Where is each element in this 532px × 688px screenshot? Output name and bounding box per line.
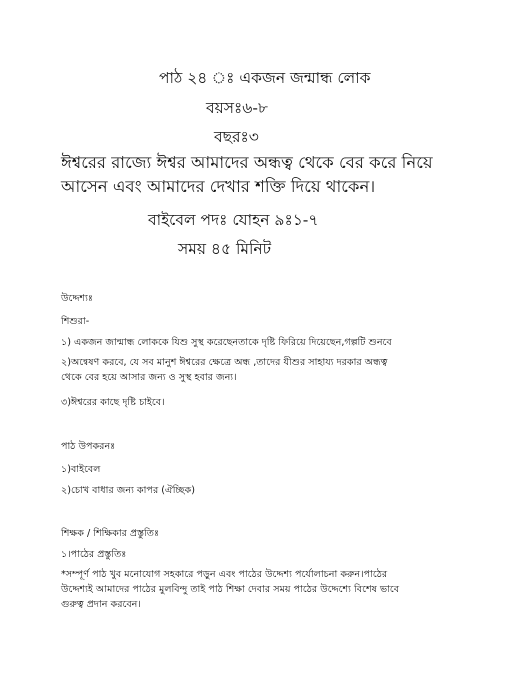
objective-3: ৩)ঈশ্বরের কাছে দৃষ্টি চাইবে। xyxy=(61,397,165,408)
objectives-subheading: শিশুরা- xyxy=(61,316,90,327)
objective-2-line-1: ২)অন্বেষণ করবে, যে সব মানুশ ঈশ্বরের ক্ষেত্রে অন্ধ ,তাদের যীশুর সাহায্য দরকার অন্ধত্ব xyxy=(61,357,388,368)
age-range: বয়সঃ৬-৮ xyxy=(206,99,268,117)
material-2: ২)চোখ বাধার জন্য কাপর (ঐচ্ছিক) xyxy=(61,485,195,496)
lesson-duration: সময় ৪৫ মিনিট xyxy=(178,240,272,258)
objective-2 xyxy=(61,355,387,385)
preparation-note-line-1: *সম্পূর্ণ পাঠ খুব মনোযোগ সহকারে পড়ুন এবং পাঠের উদ্দেশ্য পর্যোলাচনা করুন।পাঠের xyxy=(61,569,388,580)
preparation-note-line-3: গুরুত্ব প্রদান করবেন। xyxy=(61,599,141,610)
objective-1: ১) একজন জান্মান্ধ লোককে যিশু সুস্থ করেছেনতাকে দৃষ্টি ফিরিয়ে দিয়েছেন,গল্পটি শুনবে xyxy=(61,337,392,348)
preparation-note-line-2: উদ্দেশ্যই আমাদের পাঠের মুলবিন্দু তাই পাঠ শিক্ষা দেবার সময় পাঠের উদ্দেশ্যে বিশেষ ভাবে xyxy=(61,584,400,595)
preparation-heading: শিক্ষক / শিক্ষিকার প্রস্তুতিঃ xyxy=(61,528,160,539)
lead-line-1: ঈশ্বরের রাজ্যে ঈশ্বর আমাদের অন্ধত্ব থেকে বের করে নিয়ে xyxy=(61,153,433,172)
preparation-note xyxy=(61,567,399,612)
school-year: বছরঃ৩ xyxy=(214,128,259,146)
material-1: ১)বাইবেল xyxy=(61,464,101,475)
objective-2-line-2: থেকে বের হয়ে আসার জন্য ও সুস্থ হবার জন্য। xyxy=(61,372,237,383)
objectives-heading: উদ্দেশ্যঃ xyxy=(61,293,94,304)
materials-heading: পাঠ উপকরনঃ xyxy=(61,441,116,452)
bible-verse: বাইবেল পদঃ যোহন ৯ঃ১-৭ xyxy=(148,211,319,229)
preparation-item-1: ১।পাঠের প্রস্তুতিঃ xyxy=(61,549,127,560)
lead-line-2: আসেন এবং আমাদের দেখার শক্তি দিয়ে থাকেন। xyxy=(61,177,376,196)
lesson-title: পাঠ ২৪ ঃ একজন জন্মান্ধ লোক xyxy=(159,69,371,87)
lead-statement xyxy=(61,151,433,199)
